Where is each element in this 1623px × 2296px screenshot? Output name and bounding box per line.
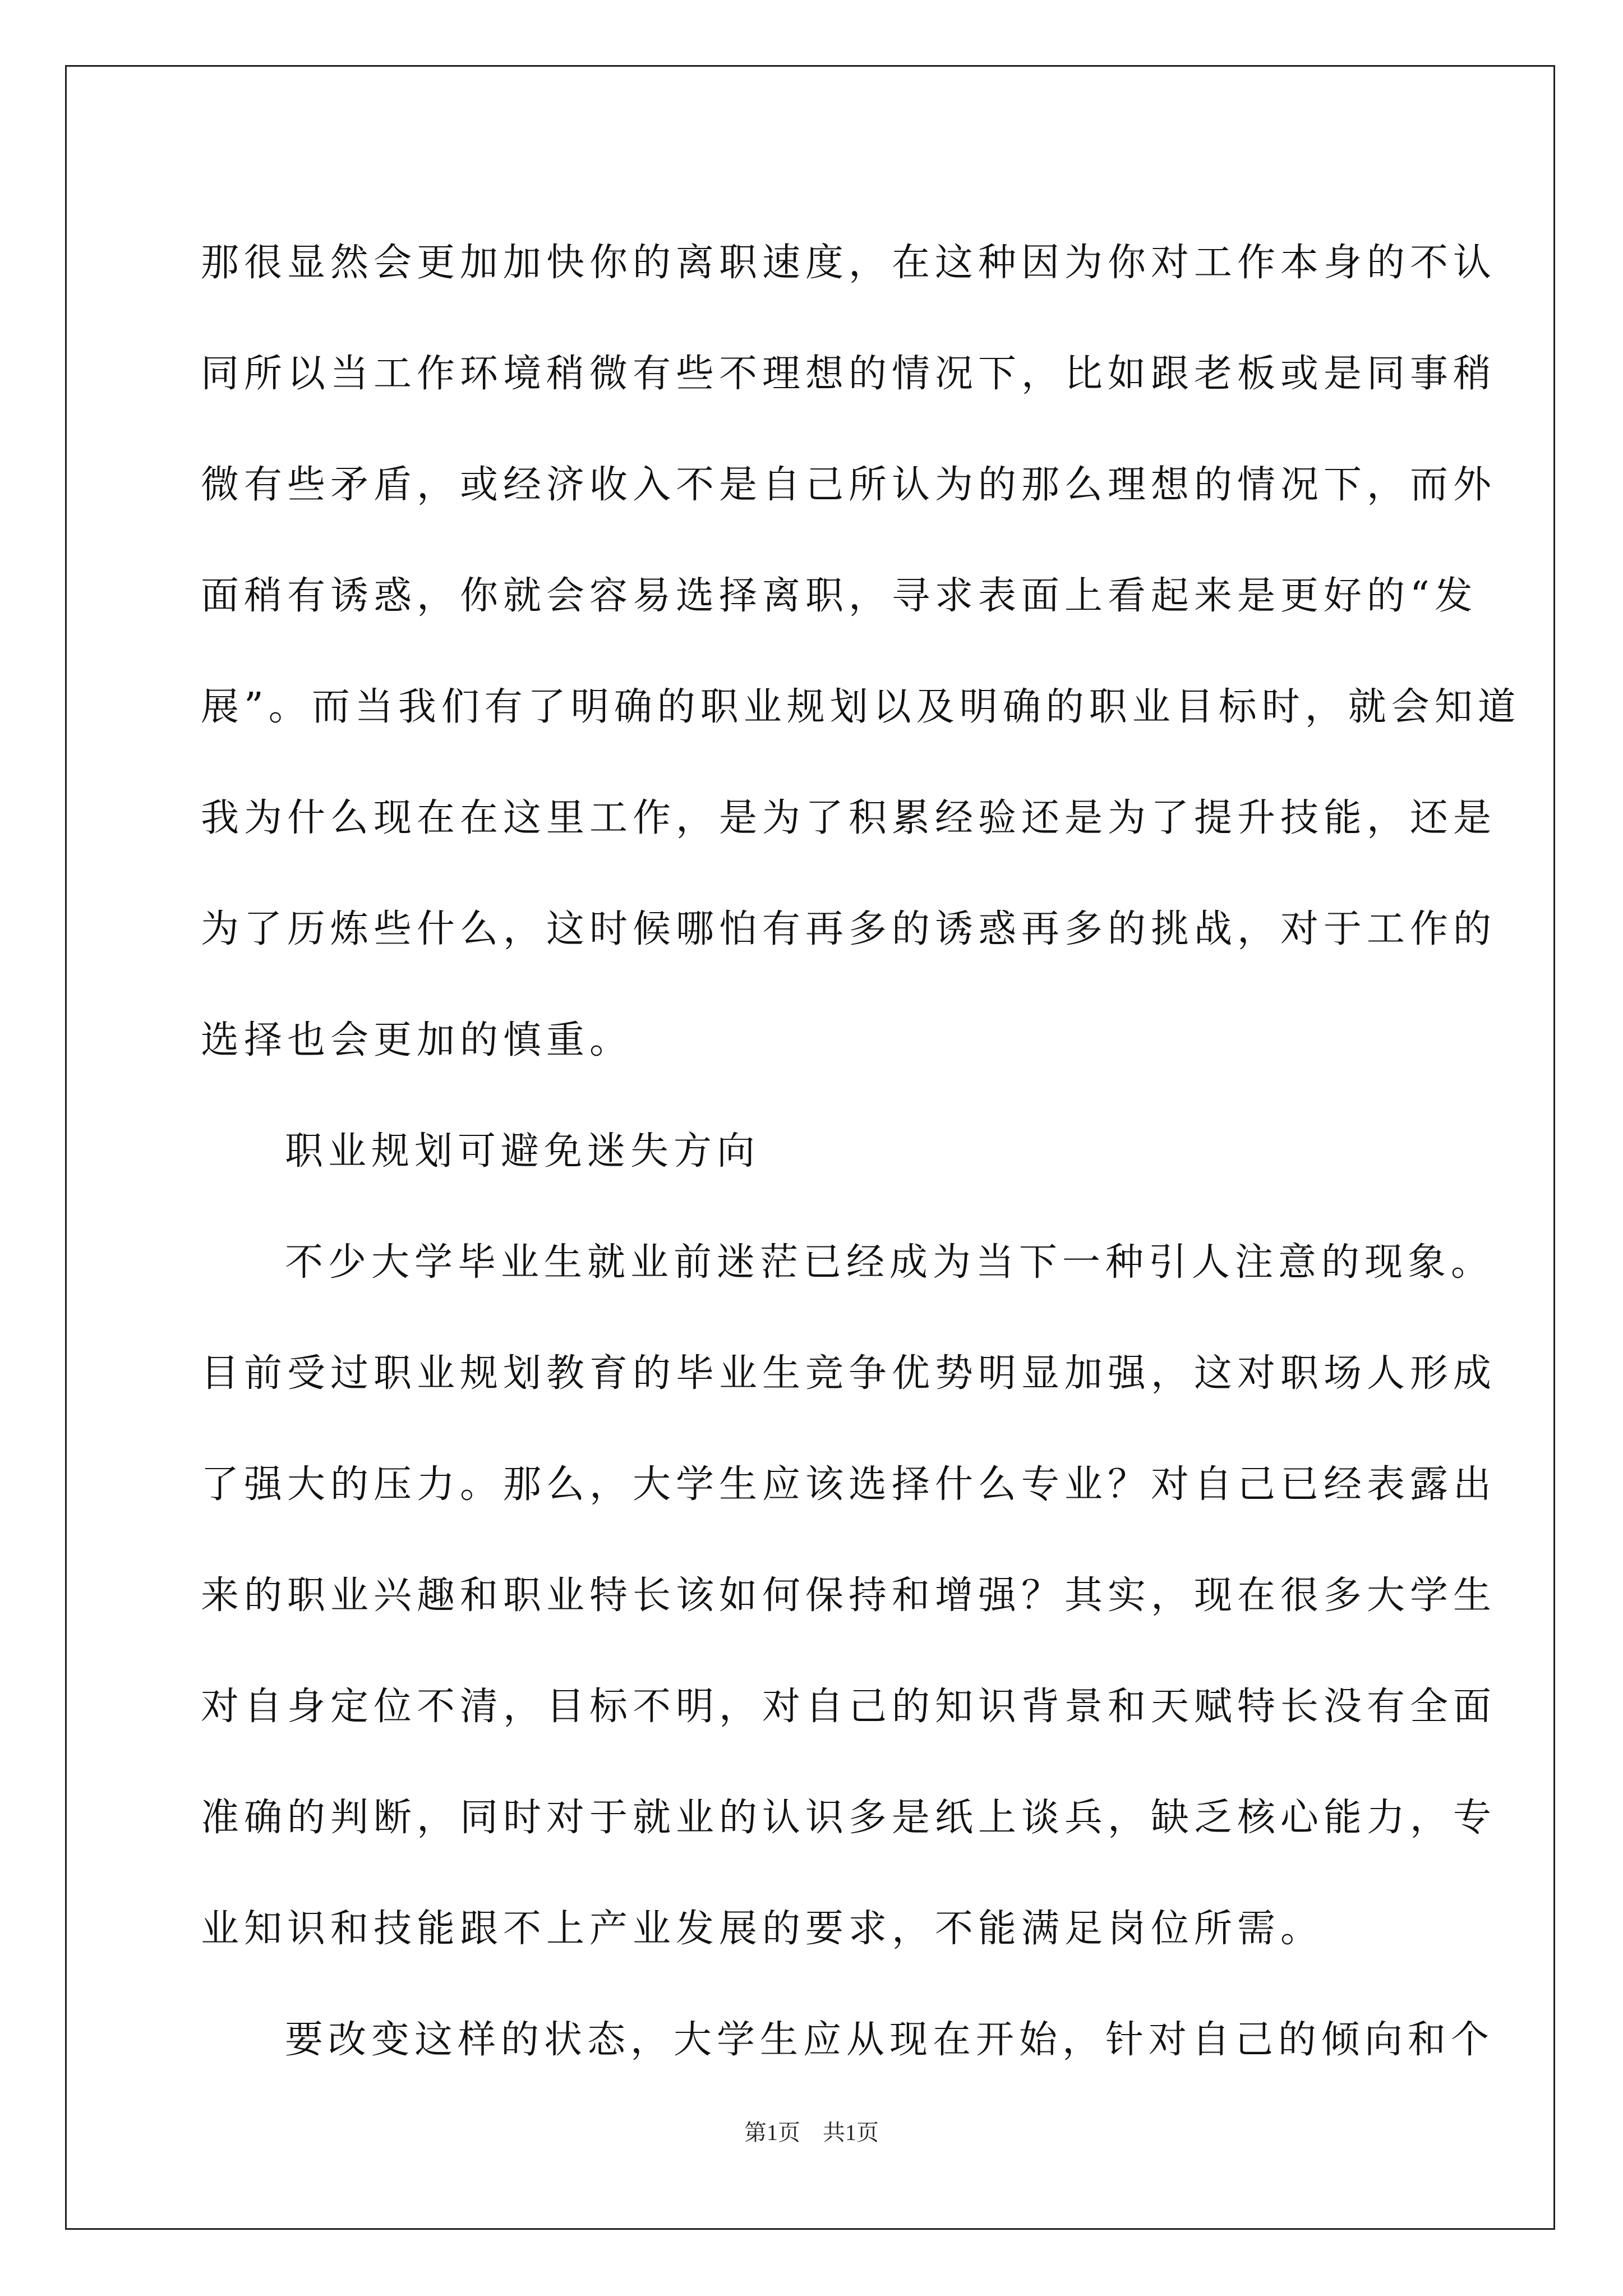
text-line: 对自身定位不清，目标不明，对自己的知识背景和天赋特长没有全面	[201, 1685, 1497, 1729]
page-number-footer: 第1页 共1页	[744, 2120, 879, 2145]
text-line: 来的职业兴趣和职业特长该如何保持和增强？其实，现在很多大学生	[201, 1573, 1497, 1618]
text-line: 面稍有诱惑，你就会容易选择离职，寻求表面上看起来是更好的“发	[201, 574, 1478, 618]
paragraph-start-line: 不少大学毕业生就业前迷茫已经成为当下一种引人注意的现象。	[285, 1240, 1495, 1285]
text-line: 准确的判断，同时对于就业的认识多是纸上谈兵，缺乏核心能力，专	[201, 1796, 1497, 1840]
text-line: 那很显然会更加加快你的离职速度，在这种因为你对工作本身的不认	[201, 241, 1497, 285]
paragraph-start-line: 要改变这样的状态，大学生应从现在开始，针对自己的倾向和个	[285, 2018, 1495, 2062]
section-heading: 职业规划可避免迷失方向	[285, 1129, 760, 1174]
text-line: 展”。而当我们有了明确的职业规划以及明确的职业目标时，就会知道	[201, 685, 1521, 729]
text-line: 目前受过职业规划教育的毕业生竞争优势明显加强，这对职场人形成	[201, 1351, 1497, 1396]
text-line: 业知识和技能跟不上产业发展的要求，不能满足岗位所需。	[201, 1907, 1324, 1951]
text-line: 我为什么现在在这里工作，是为了积累经验还是为了提升技能，还是	[201, 796, 1497, 840]
text-line: 同所以当工作环境稍微有些不理想的情况下，比如跟老板或是同事稍	[201, 352, 1497, 396]
text-line: 为了历炼些什么，这时候哪怕有再多的诱惑再多的挑战，对于工作的	[201, 907, 1497, 951]
text-line: 选择也会更加的慎重。	[201, 1018, 633, 1062]
text-line: 微有些矛盾，或经济收入不是自己所认为的那么理想的情况下，而外	[201, 463, 1497, 507]
document-body	[201, 208, 1521, 2096]
text-line: 了强大的压力。那么，大学生应该选择什么专业？对自己已经表露出	[201, 1462, 1497, 1507]
